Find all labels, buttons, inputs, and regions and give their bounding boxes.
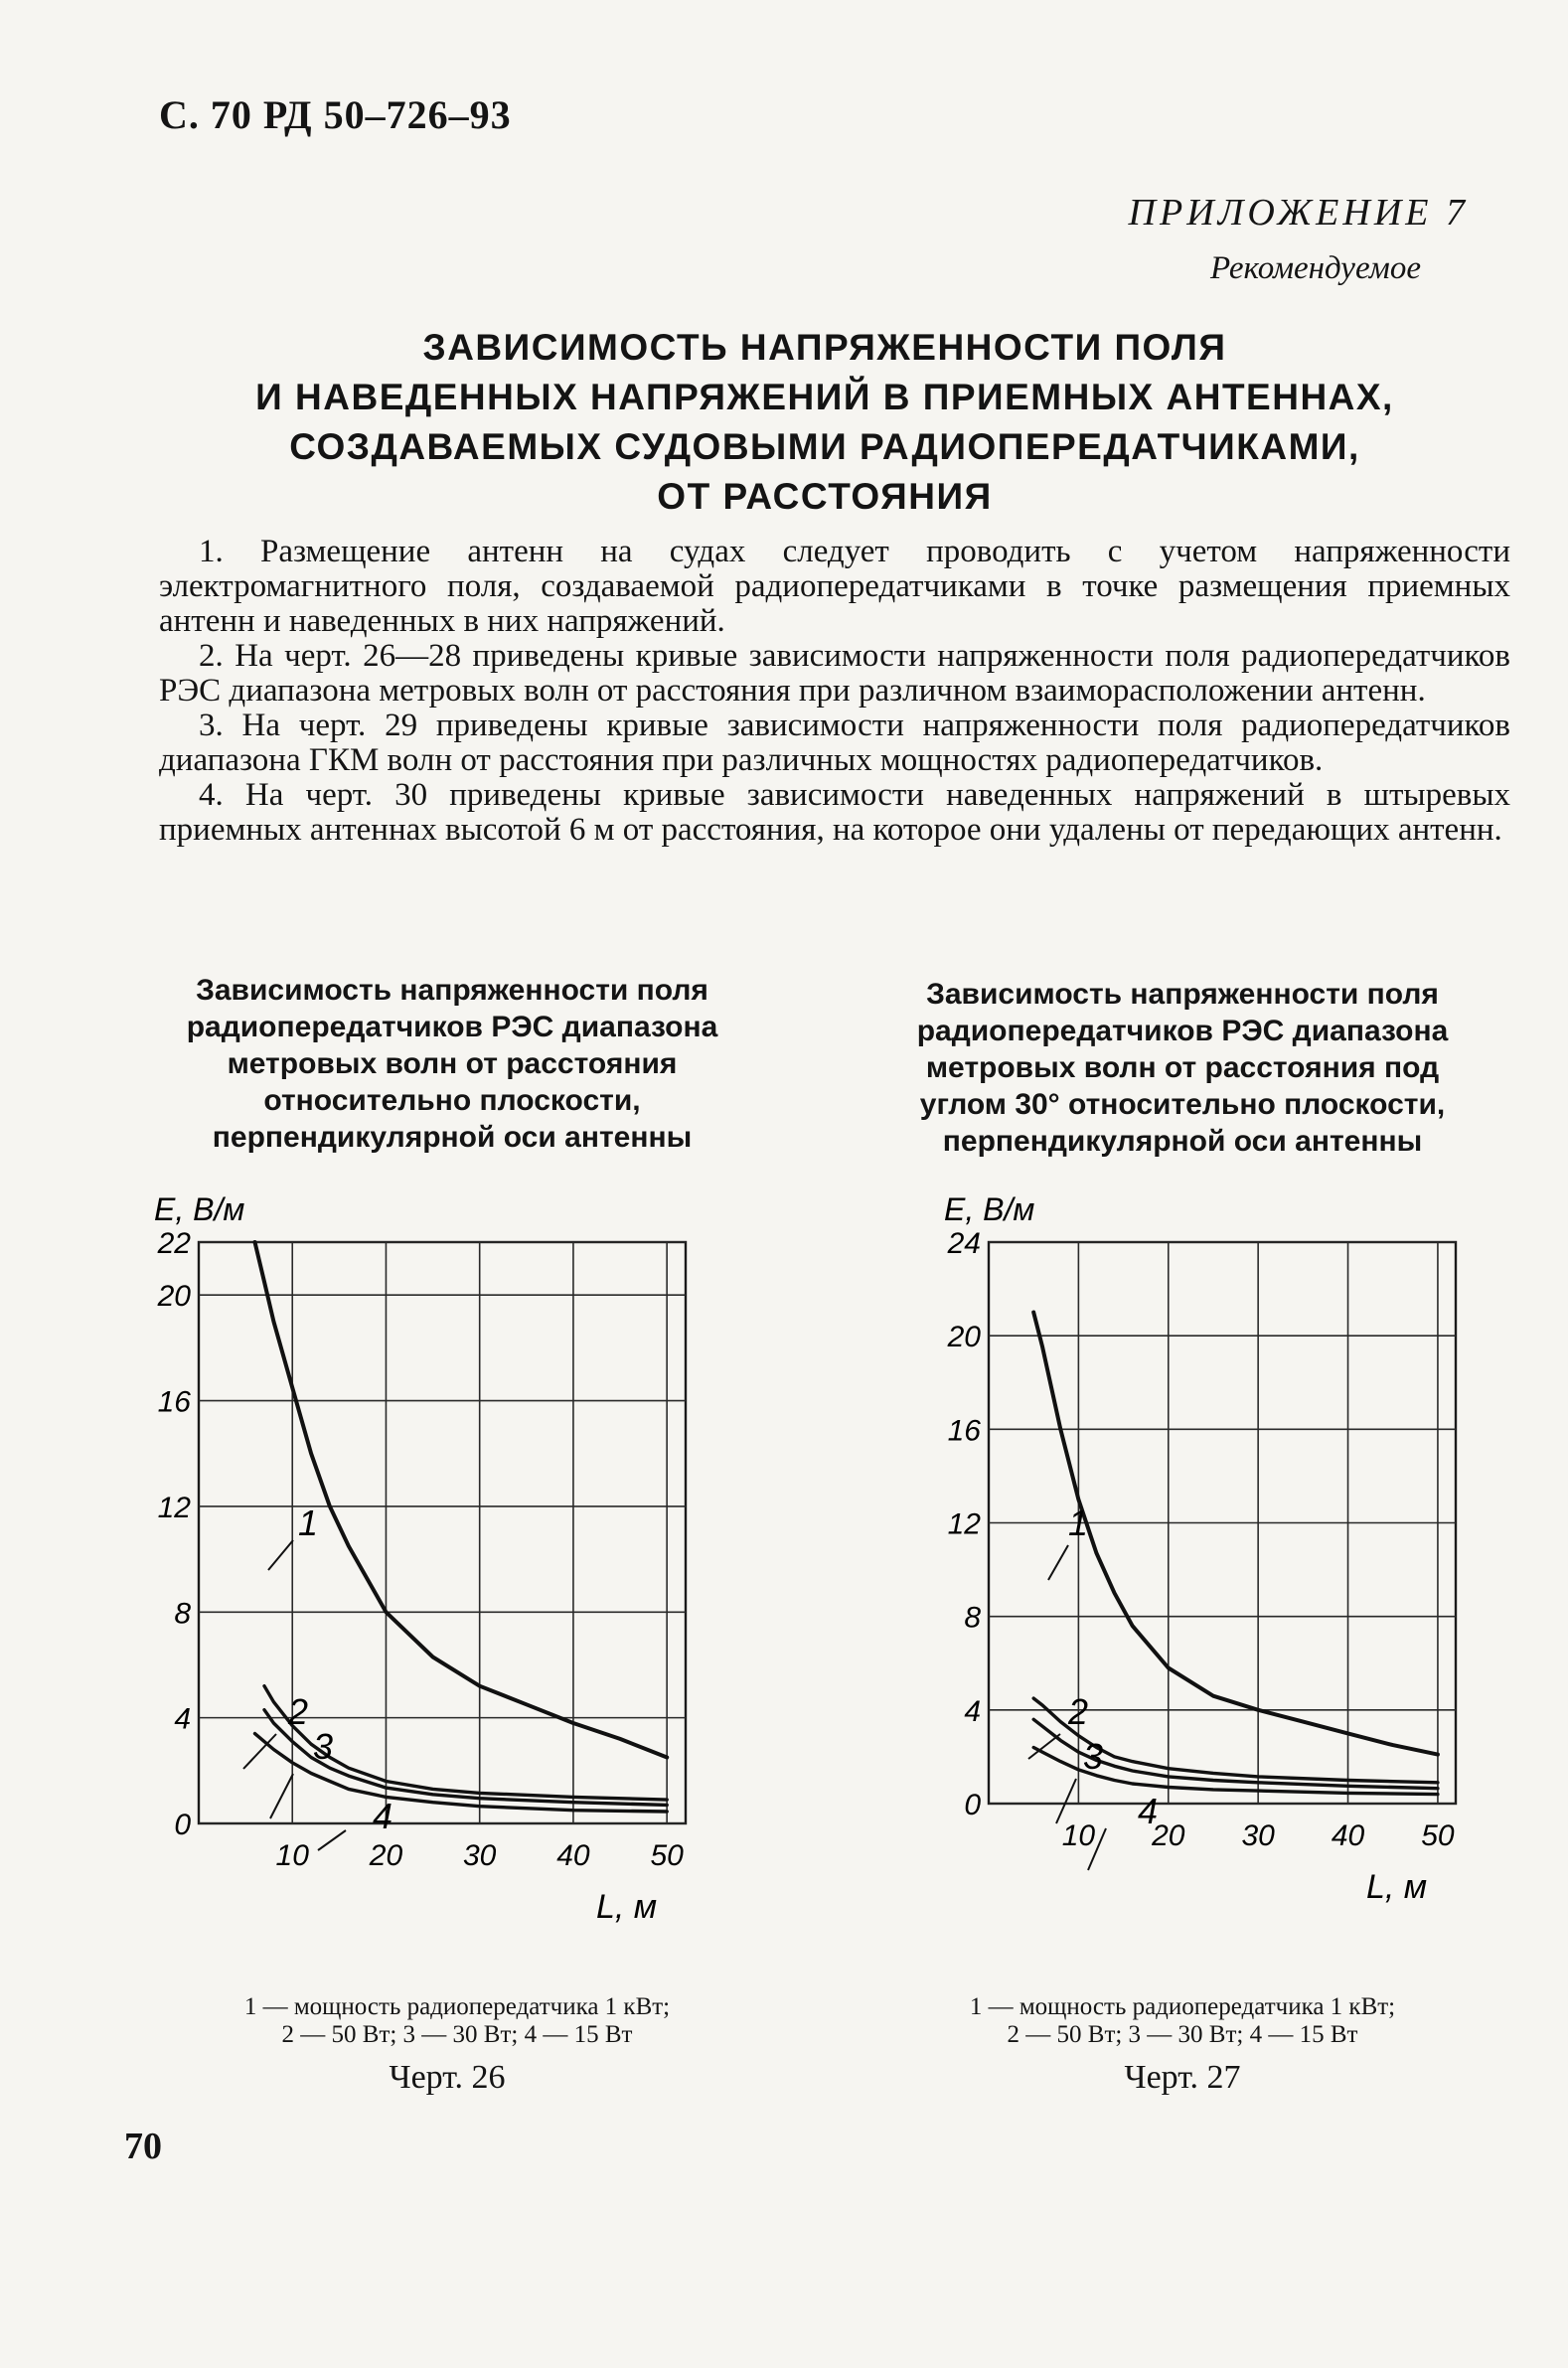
paragraph: 4. На черт. 30 приведены кривые зависимости наведенных напряжений в штыревых приемных антеннах высотой 6 м от расстояния, на которое они удалены от передающих антенн. <box>159 777 1510 848</box>
curve-label-1: 1 <box>298 1502 319 1543</box>
curve-label-2: 2 <box>288 1691 309 1732</box>
y-tick-label: 4 <box>964 1694 981 1728</box>
paragraph: 2. На черт. 26—28 приведены кривые зависимости напряженности поля радиопередатчиков РЭС диапазона метровых волн от расстояния при различном взаиморасположении антенн. <box>159 638 1510 709</box>
figure-26-number: Черт. 26 <box>389 2059 506 2096</box>
x-tick-label: 20 <box>369 1839 403 1872</box>
page-title <box>159 323 1490 522</box>
curve-label-3: 3 <box>1083 1736 1104 1777</box>
chart-26 <box>149 1173 706 1968</box>
figure-title-line: перпендикулярной оси антенны <box>212 1121 693 1154</box>
figure-title-line: метровых волн от расстояния под <box>925 1051 1440 1084</box>
title-line: СОЗДАВАЕМЫХ СУДОВЫМИ РАДИОПЕРЕДАТЧИКАМИ, <box>289 426 1360 467</box>
curve-label-4: 4 <box>1138 1791 1159 1831</box>
series-line-1 <box>1033 1313 1438 1755</box>
caption-line: 1 — мощность радиопередатчика 1 кВт; <box>243 1993 671 2020</box>
page-number: 70 <box>124 2126 162 2167</box>
x-tick-label: 50 <box>1421 1819 1455 1852</box>
figure-27-title <box>864 976 1500 1160</box>
x-tick-label: 10 <box>275 1839 309 1872</box>
figure-26-caption <box>134 1993 780 2049</box>
title-line: ОТ РАССТОЯНИЯ <box>657 476 993 517</box>
series-line-1 <box>255 1242 668 1758</box>
y-tick-label: 8 <box>964 1601 981 1635</box>
x-tick-label: 20 <box>1152 1819 1185 1852</box>
figure-27-caption <box>864 1993 1500 2049</box>
y-tick-label: 24 <box>947 1227 981 1260</box>
y-tick-label: 12 <box>947 1507 981 1541</box>
x-tick-label: 40 <box>556 1839 590 1872</box>
y-tick-label: 20 <box>157 1280 191 1314</box>
figure-title-line: углом 30° относительно плоскости, <box>919 1088 1446 1121</box>
leader-arrow <box>1056 1779 1076 1823</box>
header-doc-ref: С. 70 РД 50–726–93 <box>159 92 512 137</box>
figure-title-line: метровых волн от расстояния <box>227 1047 678 1080</box>
y-axis-label: E, В/м <box>944 1191 1035 1227</box>
figure-title-line: относительно плоскости, <box>263 1084 641 1117</box>
figure-title-line: Зависимость напряженности поля <box>196 974 708 1007</box>
title-line: ЗАВИСИМОСТЬ НАПРЯЖЕННОСТИ ПОЛЯ <box>422 327 1227 368</box>
caption-line: 1 — мощность радиопередатчика 1 кВт; <box>969 1993 1396 2020</box>
title-line: И НАВЕДЕННЫХ НАПРЯЖЕНИЙ В ПРИЕМНЫХ АНТЕННАХ, <box>255 377 1394 417</box>
leader-arrow <box>270 1774 293 1818</box>
curve-label-2: 2 <box>1068 1691 1089 1732</box>
caption-line: 2 — 50 Вт; 3 — 30 Вт; 4 — 15 Вт <box>1007 2021 1358 2048</box>
figure-27-number: Черт. 27 <box>1124 2059 1241 2096</box>
appendix-label: ПРИЛОЖЕНИЕ 7 <box>1128 192 1469 234</box>
body-text <box>159 535 1510 848</box>
appendix-status: Рекомендуемое <box>1209 250 1421 286</box>
figure-title-line: перпендикулярной оси антенны <box>942 1125 1423 1158</box>
x-tick-label: 30 <box>463 1839 497 1872</box>
y-tick-label: 0 <box>964 1789 981 1821</box>
curve-label-4: 4 <box>373 1796 393 1836</box>
y-tick-label: 22 <box>157 1227 191 1260</box>
paragraph: 3. На черт. 29 приведены кривые зависимости напряженности поля радиопередатчиков диапазона ГКМ волн от расстояния при различных мощностях радиопередатчиков. <box>159 708 1510 778</box>
caption-line: 2 — 50 Вт; 3 — 30 Вт; 4 — 15 Вт <box>281 2021 633 2048</box>
y-tick-label: 20 <box>947 1321 981 1354</box>
x-tick-label: 30 <box>1241 1819 1275 1852</box>
figure-title-line: радиопередатчиков РЭС диапазона <box>916 1015 1449 1047</box>
x-tick-label: 50 <box>650 1839 684 1872</box>
y-tick-label: 8 <box>174 1597 191 1631</box>
y-axis-label: E, В/м <box>154 1191 245 1227</box>
x-axis-label: L, м <box>1366 1868 1428 1906</box>
figure-title-line: радиопередатчиков РЭС диапазона <box>186 1011 718 1043</box>
x-axis-label: L, м <box>596 1888 658 1926</box>
y-tick-label: 0 <box>174 1809 191 1841</box>
paragraph: 1. Размещение антенн на судах следует проводить с учетом напряженности электромагнитного поля, создаваемой радиопередатчиками в точке размещения приемных антенн и наведенных в них напряжений. <box>159 534 1510 639</box>
figure-26-title <box>139 972 765 1156</box>
curve-label-3: 3 <box>313 1726 334 1767</box>
x-tick-label: 40 <box>1331 1819 1365 1852</box>
leader-arrow <box>268 1540 293 1570</box>
curve-label-1: 1 <box>1068 1502 1089 1543</box>
y-tick-label: 4 <box>174 1702 191 1736</box>
figure-title-line: Зависимость напряженности поля <box>926 978 1439 1011</box>
leader-arrow <box>318 1830 346 1850</box>
x-tick-label: 10 <box>1061 1819 1096 1852</box>
chart-27 <box>924 1173 1481 1968</box>
y-tick-label: 12 <box>157 1491 191 1524</box>
leader-arrow <box>1048 1545 1068 1580</box>
y-tick-label: 16 <box>947 1414 981 1448</box>
y-tick-label: 16 <box>157 1385 191 1419</box>
